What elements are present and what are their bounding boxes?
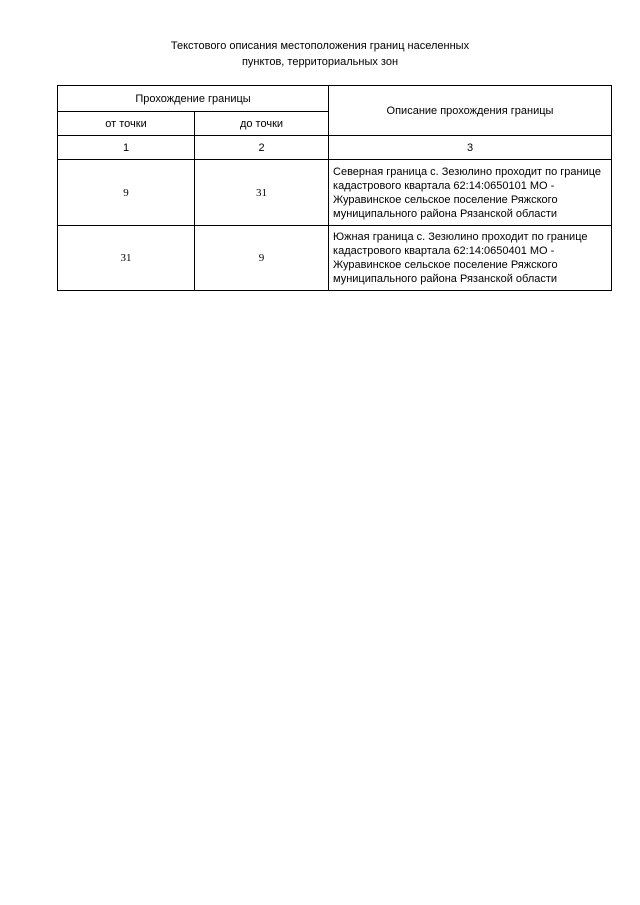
row-from-point: 9: [58, 160, 195, 226]
column-number-3: 3: [329, 136, 612, 160]
row-description: Южная граница с. Зезюлино проходит по границе кадастрового квартала 62:14:0650401 МО - Журавинское сельское поселение Ряжского муниципального района Рязанской области: [329, 226, 612, 291]
title-line-1: Текстового описания местоположения границ населенных: [170, 40, 470, 52]
column-number-row: [58, 136, 612, 160]
header-description: Описание прохождения границы: [329, 86, 612, 136]
header-to-point: до точки: [195, 112, 329, 136]
row-to-point: 31: [195, 160, 329, 226]
document-title: [0, 38, 640, 70]
table-row: [58, 226, 612, 291]
table-row: [58, 160, 612, 226]
row-to-point: 9: [195, 226, 329, 291]
column-number-1: 1: [58, 136, 195, 160]
row-from-point: 31: [58, 226, 195, 291]
boundary-table: [57, 85, 612, 291]
header-boundary-passage: Прохождение границы: [58, 86, 329, 112]
title-line-2: пунктов, территориальных зон: [241, 56, 399, 68]
row-description: Северная граница с. Зезюлино проходит по границе кадастрового квартала 62:14:0650101 МО - Журавинское сельское поселение Ряжского муниципального района Рязанской области: [329, 160, 612, 226]
header-from-point: от точки: [58, 112, 195, 136]
column-number-2: 2: [195, 136, 329, 160]
